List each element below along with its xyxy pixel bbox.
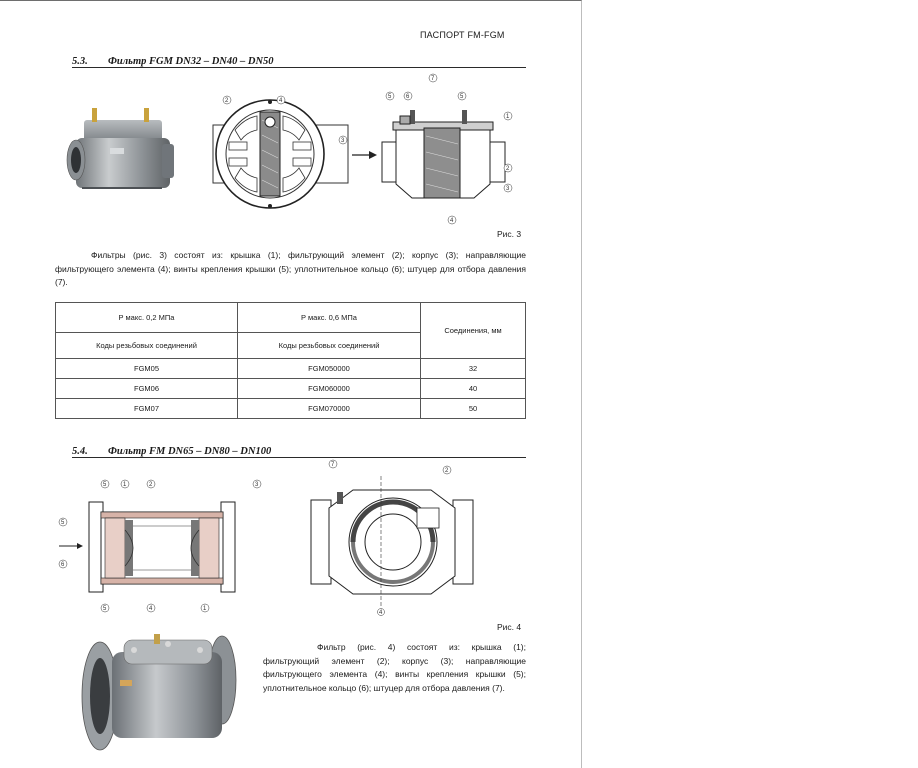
cell-code-06: FGM050000 bbox=[238, 359, 421, 379]
figure-3-caption: Рис. 3 bbox=[497, 229, 522, 239]
callout-6-label: 6 bbox=[406, 94, 410, 100]
cell-code-06: FGM060000 bbox=[238, 379, 421, 399]
arrow-icon bbox=[352, 150, 377, 160]
cell-connection: 32 bbox=[421, 359, 526, 379]
fig4-callout-5b: 5 bbox=[61, 520, 65, 526]
cell-code-02: FGM07 bbox=[56, 399, 238, 419]
figure-3-description: Фильтры (рис. 3) состоят из: крышка (1); фильтрующий элемент (2); корпус (3); направляющие фильтрующего элемента (4); винты крепления крышки (5); уплотнительное кольцо (6); штуцер для отбора давления (7). bbox=[55, 250, 526, 288]
cell-connection: 40 bbox=[421, 379, 526, 399]
callout-5a-label: 5 bbox=[388, 94, 392, 100]
fig4-callout-4: 4 bbox=[149, 606, 153, 612]
page-header: ПАСПОРТ FM-FGM bbox=[420, 30, 505, 40]
viewer-background bbox=[582, 0, 918, 768]
figure-4-caption: Рис. 4 bbox=[497, 622, 522, 632]
callout-3c-label: 3 bbox=[506, 186, 510, 192]
fgm-section-view-drawing bbox=[378, 72, 518, 232]
subheader-codes-1: Коды резьбовых соединений bbox=[56, 333, 238, 359]
fgm-top-view-drawing bbox=[205, 90, 350, 220]
fig4-callout-3: 3 bbox=[255, 482, 259, 488]
header-p-06: P макс. 0,6 МПа bbox=[238, 303, 421, 333]
cell-connection: 50 bbox=[421, 399, 526, 419]
table-row bbox=[56, 359, 526, 379]
callout-5b-label: 5 bbox=[460, 94, 464, 100]
fig4-callout-2: 2 bbox=[149, 482, 153, 488]
table-row bbox=[56, 399, 526, 419]
section-number: 5.3. bbox=[72, 56, 88, 67]
fm-top-view-drawing bbox=[305, 456, 475, 616]
fig4-callout-6: 6 bbox=[61, 562, 65, 568]
table-row bbox=[56, 379, 526, 399]
section-heading-5-3 bbox=[72, 56, 526, 68]
callout-3b-label: 3 bbox=[341, 138, 345, 144]
section-title: Фильтр FGM DN32 – DN40 – DN50 bbox=[108, 56, 274, 67]
fig4-callout-1b: 1 bbox=[203, 606, 207, 612]
fig4-callout-1a: 1 bbox=[123, 482, 127, 488]
subheader-codes-2: Коды резьбовых соединений bbox=[238, 333, 421, 359]
figure-4-description: Фильтр (рис. 4) состоят из: крышка (1); фильтрующий элемент (2); корпус (3); направляющие фильтрующего элемента (4); винты крепления крышки (5); уплотнительное кольцо (6); штуцер для отбора давления (7). bbox=[263, 642, 526, 694]
callout-4a-label: 4 bbox=[279, 98, 283, 104]
callout-2-label: 2 bbox=[506, 166, 510, 172]
fm-side-section-drawing bbox=[55, 476, 265, 618]
header-p-02: P макс. 0,2 МПа bbox=[56, 303, 238, 333]
fig4-top-callout-7: 7 bbox=[331, 462, 335, 468]
header-connections: Соединения, мм bbox=[421, 303, 526, 359]
fm-filter-photo bbox=[72, 628, 247, 754]
section-number: 5.4. bbox=[72, 446, 88, 457]
codes-table bbox=[55, 302, 526, 419]
fig4-top-callout-4: 4 bbox=[379, 610, 383, 616]
fig4-callout-5a: 5 bbox=[103, 482, 107, 488]
callout-1-label: 1 bbox=[506, 114, 510, 120]
fgm-filter-photo bbox=[62, 100, 177, 205]
fig4-callout-5c: 5 bbox=[103, 606, 107, 612]
fig4-top-callout-2: 2 bbox=[445, 468, 449, 474]
callout-4b-label: 4 bbox=[450, 218, 454, 224]
cell-code-06: FGM070000 bbox=[238, 399, 421, 419]
cell-code-02: FGM06 bbox=[56, 379, 238, 399]
callout-7-label: 7 bbox=[431, 76, 435, 82]
section-title: Фильтр FM DN65 – DN80 – DN100 bbox=[108, 446, 272, 457]
callout-3a-label: 2 bbox=[225, 98, 229, 104]
cell-code-02: FGM05 bbox=[56, 359, 238, 379]
